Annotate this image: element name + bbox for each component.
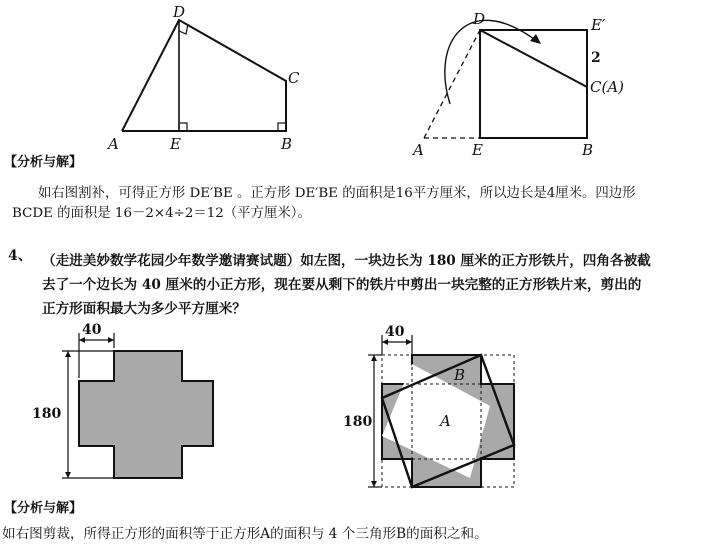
figure-square-cut (410, 0, 640, 160)
figure-cross-plate (10, 318, 220, 488)
label-D: D (173, 3, 186, 21)
right-angle-mark-B (278, 123, 286, 131)
label-C: C (288, 69, 300, 87)
problem-4-line-1: （走进美妙数学花园少年数学邀请赛试题）如左图，一块边长为 180 厘米的正方形铁片，四角各被截 (42, 253, 651, 269)
dim-label-180: 180 (32, 406, 62, 422)
dim-label-180-b: 180 (343, 414, 373, 430)
dim-arrow-top-r (108, 337, 114, 343)
label-A2: A (413, 141, 424, 159)
label-E: E (170, 135, 181, 153)
right-angle-mark-E (179, 123, 187, 131)
dim-label-40: 40 (82, 322, 102, 338)
problem-4-line-3: 正方形面积最大为多少平方厘米？ (42, 301, 246, 317)
label-B: B (281, 135, 293, 153)
label-square-A: A (440, 412, 451, 430)
label-A: A (108, 135, 119, 153)
dim-arrow-left2-b (371, 481, 377, 487)
rotation-arrowhead (530, 34, 541, 44)
figure-rotated-square (330, 318, 560, 498)
cross-plate-fill (79, 351, 213, 478)
rotation-arrow (445, 20, 538, 104)
dim-arrow-left-t (65, 351, 71, 357)
label-E2: E (472, 141, 483, 159)
dim-arrow-left-b (65, 472, 71, 478)
label-CA: C(A) (590, 78, 625, 96)
analysis-heading-2: 【分析与解】 (4, 501, 83, 516)
label-triangle-B: B (454, 366, 466, 384)
analysis-2-line-1: 如右图剪裁，所得正方形的面积等于正方形A的面积与 4 个三角形B的面积之和。 (2, 526, 488, 542)
dim-arrow-top2-r (406, 339, 412, 345)
dim-arrow-left2-t (371, 355, 377, 361)
analysis-1-line-2: BCDE 的面积是 16－2×4÷2＝12（平方厘米）。 (12, 206, 311, 221)
label-B2: B (582, 141, 594, 159)
dashed-AD (424, 30, 480, 138)
analysis-1-line-1: 如右图割补，可得正方形 DE′BE 。正方形 DE′BE 的面积是16平方厘米，所以边长是4厘米。四边形 (38, 186, 636, 201)
side-length-2: 2 (591, 50, 601, 66)
figure-quadrilateral (100, 0, 330, 153)
square-DEprimeBE (480, 30, 587, 138)
analysis-heading-1: 【分析与解】 (4, 155, 83, 170)
problem-4-line-2: 去了一个边长为 40 厘米的小正方形，现在要从剩下的铁片中剪出一块完整的正方形铁片来，剪出的 (42, 277, 642, 293)
label-Eprime: E′ (591, 16, 606, 34)
problem-4-number: 4、 (8, 248, 32, 264)
quadrilateral-outline (122, 20, 286, 131)
dim-label-40-b: 40 (385, 324, 405, 340)
label-D2: D (473, 10, 486, 28)
